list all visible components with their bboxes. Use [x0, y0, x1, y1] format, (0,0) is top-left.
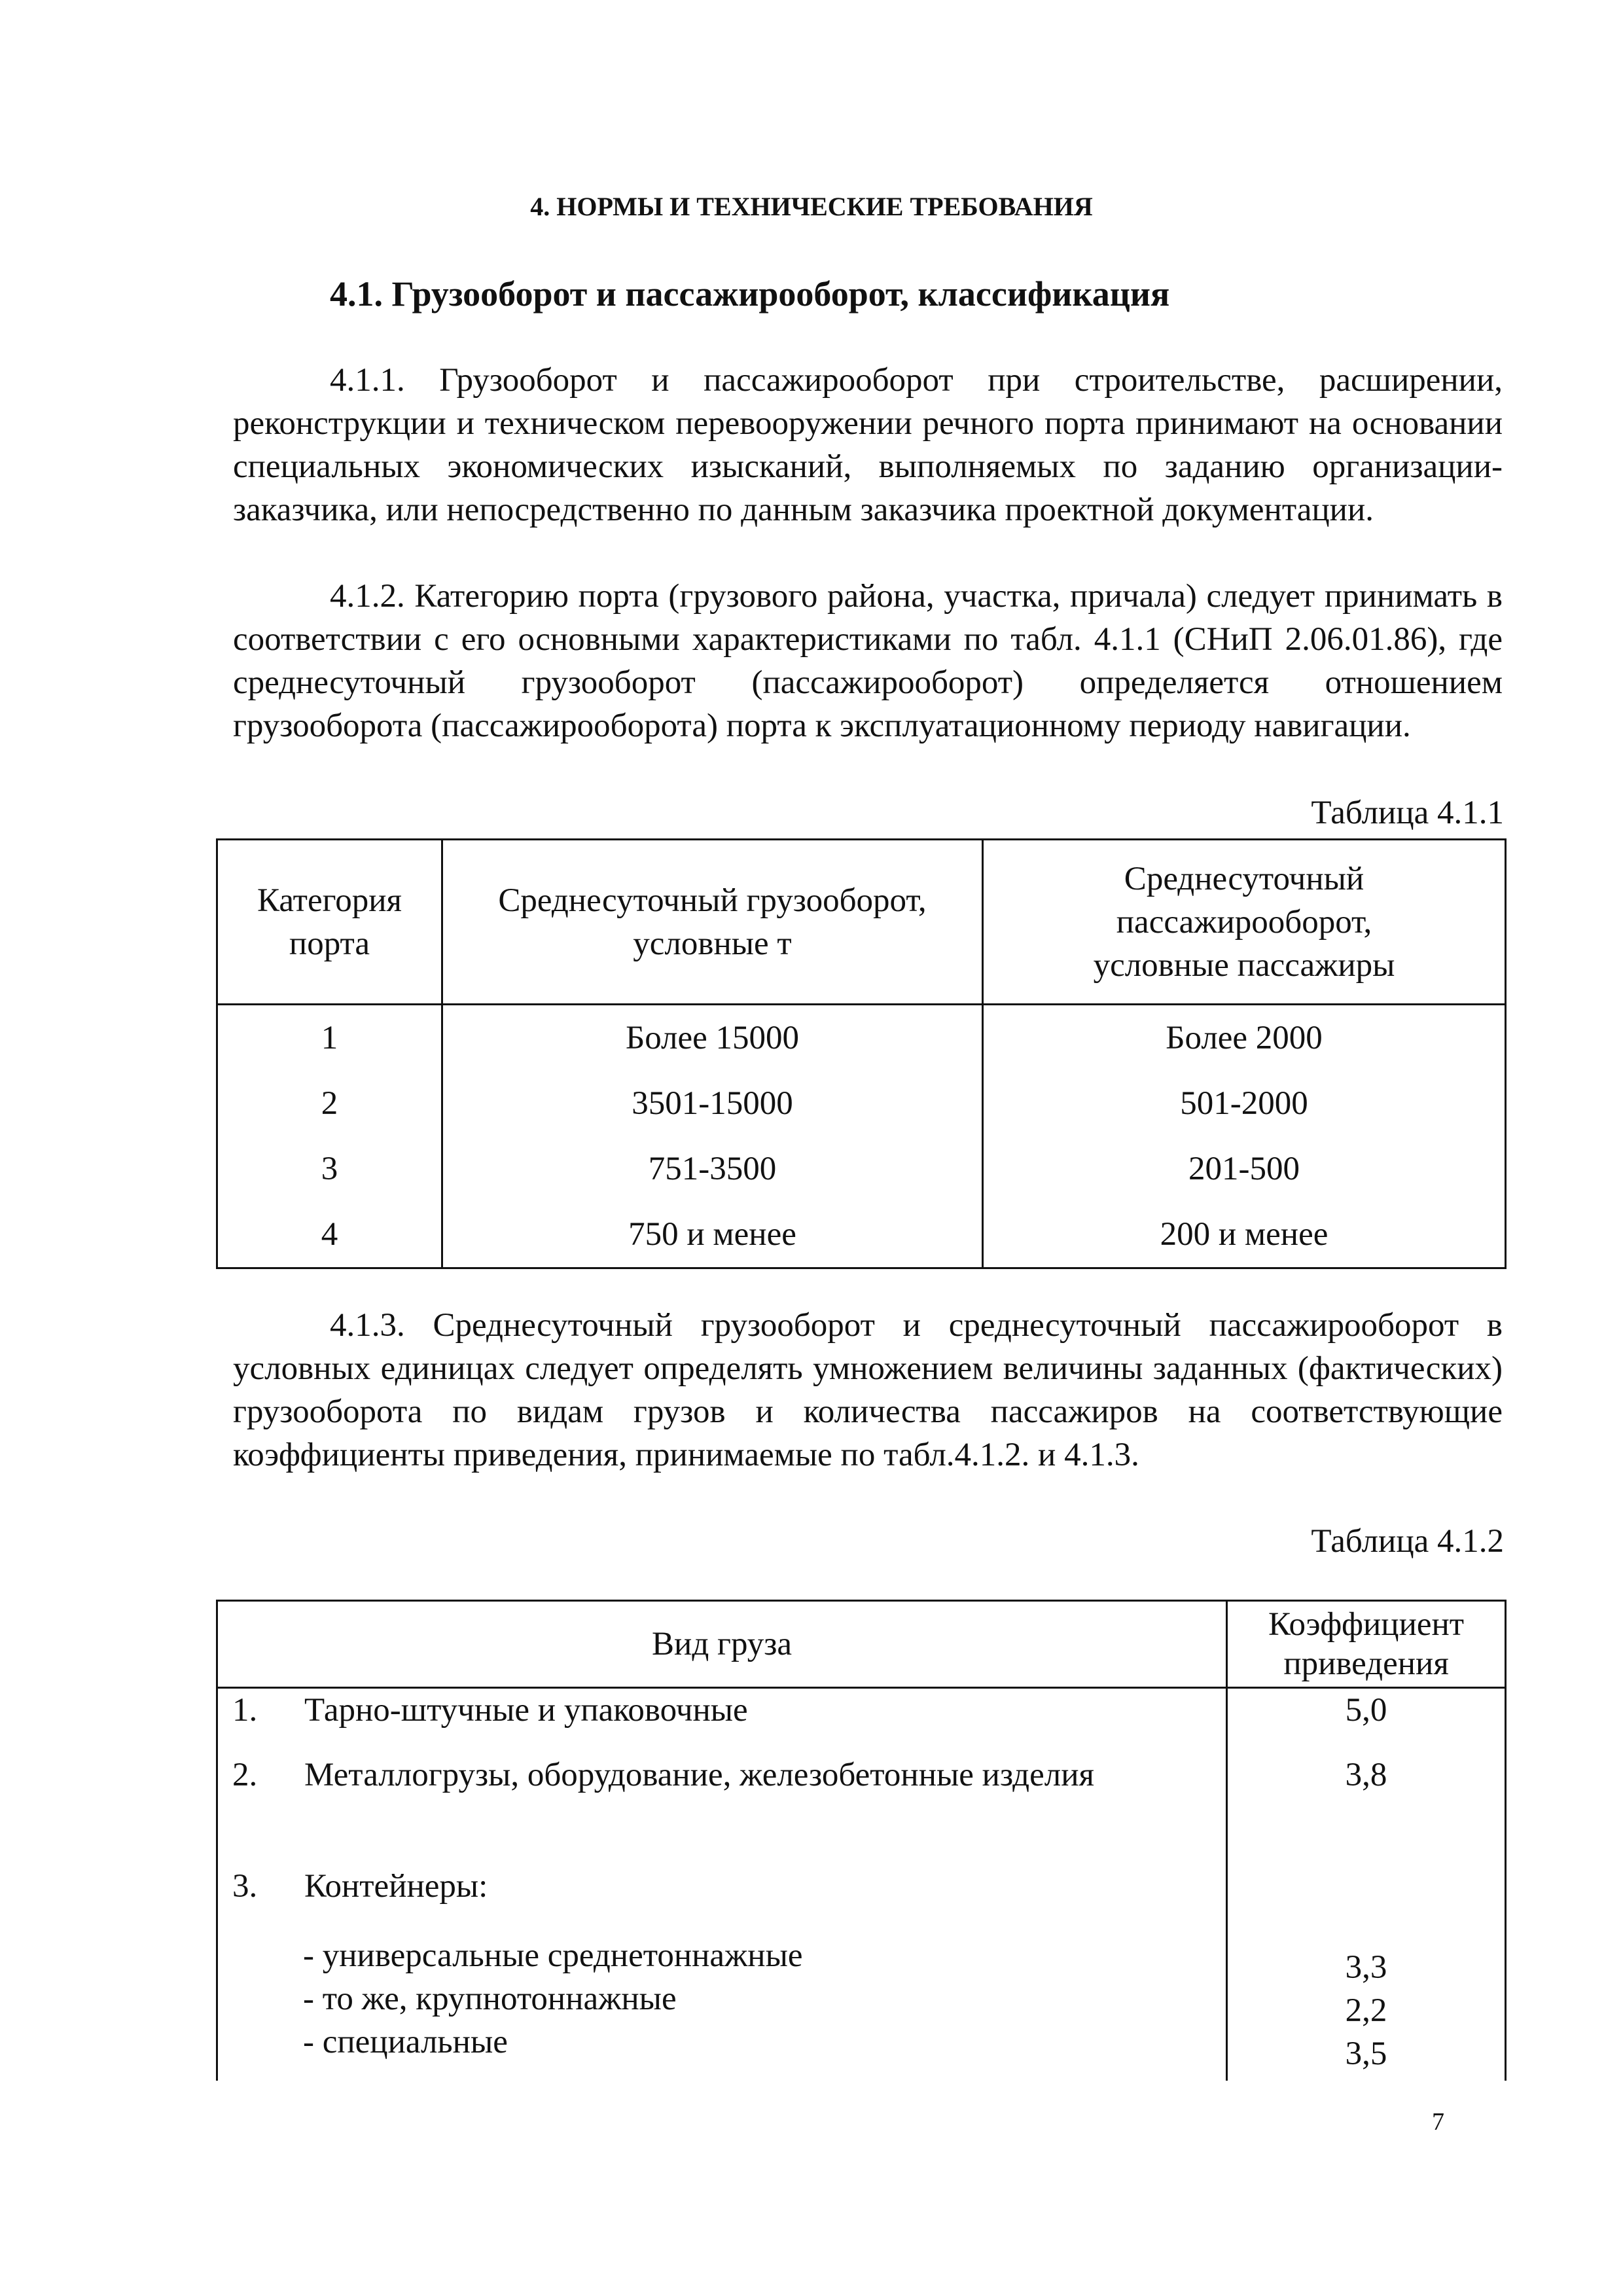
cell-cargo: 750 и менее	[442, 1202, 982, 1268]
subitem-coefficient: 2,2	[1345, 1992, 1387, 2029]
table-row	[217, 1753, 1506, 1865]
subitem-coefficients	[1227, 1930, 1506, 2081]
table-row	[217, 1005, 1506, 1071]
cell-passengers: 501-2000	[983, 1071, 1506, 1136]
row-label: Контейнеры:	[304, 1867, 488, 1905]
row-number: 2.	[232, 1756, 258, 1793]
table-port-categories	[216, 838, 1507, 1269]
section-title: 4.1. Грузооборот и пассажирооборот, классификация	[330, 274, 1170, 314]
cell-cargo: Более 15000	[442, 1005, 982, 1071]
container-subitems	[217, 1930, 1227, 2081]
page-number: 7	[1432, 2108, 1444, 2136]
row-number: 3.	[232, 1867, 258, 1905]
table-cargo-coefficients	[216, 1600, 1507, 2081]
header-port-category: Категория порта	[217, 840, 442, 1005]
table-row	[217, 1136, 1506, 1202]
row-label: Металлогрузы, оборудование, железобетонные изделия	[304, 1756, 1094, 1793]
header-coefficient: Коэффициент приведения	[1227, 1601, 1506, 1688]
coefficient-cell: 3,8	[1227, 1753, 1506, 1865]
header-cargo-type: Вид груза	[217, 1601, 1227, 1688]
header-cargo-turnover: Среднесуточный грузооборот, условные т	[442, 840, 982, 1005]
header-passenger-turnover: Среднесуточный пассажирооборот, условные пассажиры	[983, 840, 1506, 1005]
table-caption-4-1-1: Таблица 4.1.1	[1311, 795, 1504, 831]
cell-passengers: 201-500	[983, 1136, 1506, 1202]
cell-cargo: 3501-15000	[442, 1071, 982, 1136]
cell-category: 1	[217, 1005, 442, 1071]
cell-passengers: Более 2000	[983, 1005, 1506, 1071]
table-row	[217, 1202, 1506, 1268]
table-header-row	[217, 840, 1506, 1005]
cargo-type-cell	[217, 1865, 1227, 1930]
paragraph-4-1-1: 4.1.1. Грузооборот и пассажирооборот при строительстве, расширении, реконструкции и техническом перевооружении речного порта принимают на основании специальных экономических изысканий, выполняемых по заданию организации-заказчика, или непосредственно по данным заказчика проектной документации.	[233, 362, 1503, 528]
row-number: 1.	[232, 1692, 258, 1729]
subitem-coefficient: 3,5	[1345, 2035, 1387, 2072]
table-row	[217, 1930, 1506, 2081]
cell-category: 2	[217, 1071, 442, 1136]
cell-cargo: 751-3500	[442, 1136, 982, 1202]
table-row	[217, 1688, 1506, 1753]
cell-category: 3	[217, 1136, 442, 1202]
paragraph-4-1-2: 4.1.2. Категорию порта (грузового района, участка, причала) следует принимать в соответствии с его основными характеристиками по табл. 4.1.1 (СНиП 2.06.01.86), где среднесуточный грузооборот (пассажирооборот) определяется отношением грузооборота (пассажирооборота) порта к эксплуатационному периоду навигации.	[233, 578, 1503, 744]
subitem-coefficient: 3,3	[1345, 1948, 1387, 1986]
table-header-row	[217, 1601, 1506, 1688]
row-label: Тарно-штучные и упаковочные	[304, 1692, 748, 1729]
paragraph-4-1-3: 4.1.3. Среднесуточный грузооборот и среднесуточный пассажирооборот в условных единицах следует определять умножением величины заданных (фактических) грузооборота по видам грузов и количества пассажиров на соответствующие коэффициенты приведения, принимаемые по табл.4.1.2. и 4.1.3.	[233, 1307, 1503, 1473]
subitem-label: - специальные	[303, 2023, 508, 2060]
table-row	[217, 1865, 1506, 1930]
subitem-label: - то же, крупнотоннажные	[303, 1980, 677, 2017]
table-caption-4-1-2: Таблица 4.1.2	[1311, 1523, 1504, 1560]
subitem-label: - универсальные среднетоннажные	[303, 1937, 803, 1974]
cargo-type-cell	[217, 1688, 1227, 1753]
chapter-title: 4. НОРМЫ И ТЕХНИЧЕСКИЕ ТРЕБОВАНИЯ	[530, 192, 1093, 221]
cell-category: 4	[217, 1202, 442, 1268]
table-row	[217, 1071, 1506, 1136]
coefficient-cell: 5,0	[1227, 1688, 1506, 1753]
coefficient-cell	[1227, 1865, 1506, 1930]
cargo-type-cell	[217, 1753, 1227, 1865]
cell-passengers: 200 и менее	[983, 1202, 1506, 1268]
